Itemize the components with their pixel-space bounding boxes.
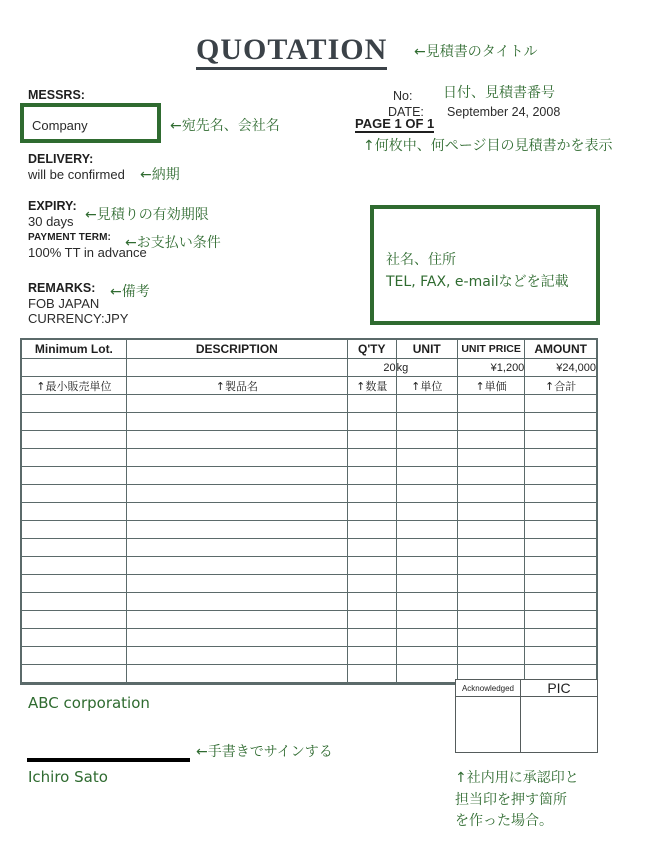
cell-minimum-lot[interactable] [21, 413, 126, 431]
cell-amount[interactable] [525, 647, 597, 665]
cell-qty[interactable] [347, 413, 396, 431]
annotation-description: ↑製品名 [126, 377, 347, 395]
remarks-annotation: ←備考 [110, 284, 150, 300]
quotation-no-label: No: [393, 89, 413, 103]
cell-amount[interactable] [525, 557, 597, 575]
table-row[interactable] [21, 539, 597, 557]
ack-annotation [455, 768, 579, 833]
cell-description[interactable] [126, 485, 347, 503]
table-row[interactable] [21, 575, 597, 593]
cell-minimum-lot[interactable] [21, 467, 126, 485]
table-row[interactable] [21, 593, 597, 611]
cell-unit[interactable] [396, 431, 457, 449]
cell-description[interactable] [126, 503, 347, 521]
table-row[interactable] [21, 521, 597, 539]
ack-annotation-line-3: を作った場合。 [455, 813, 553, 830]
company-info-line-1: 社名、住所 [386, 252, 456, 268]
cell-amount[interactable] [525, 539, 597, 557]
remarks-line-2: CURRENCY:JPY [28, 311, 129, 326]
cell-unit-price[interactable] [457, 467, 524, 485]
expiry-value: 30 days [28, 214, 74, 229]
date-value: September 24, 2008 [447, 105, 561, 119]
table-row[interactable] [21, 413, 597, 431]
cell-unit-price[interactable] [457, 557, 524, 575]
cell-qty[interactable] [347, 575, 396, 593]
cell-unit-price[interactable] [457, 575, 524, 593]
cell-description[interactable] [126, 557, 347, 575]
ack-annotation-line-1: ↑社内用に承認印と [455, 770, 579, 786]
cell-qty[interactable] [347, 647, 396, 665]
table-row[interactable] [21, 431, 597, 449]
cell-qty[interactable] [347, 629, 396, 647]
cell-description[interactable] [126, 539, 347, 557]
items-table-body[interactable] [21, 359, 597, 684]
cell-amount[interactable] [525, 431, 597, 449]
annotation-minimum-lot: ↑最小販売単位 [21, 377, 126, 395]
payment-term-label: PAYMENT TERM: [28, 232, 111, 243]
date-label: DATE: [388, 105, 424, 119]
cell-unit[interactable] [396, 539, 457, 557]
cell-unit[interactable] [396, 413, 457, 431]
cell-minimum-lot[interactable] [21, 575, 126, 593]
cell-description[interactable] [126, 413, 347, 431]
column-header-description: DESCRIPTION [126, 339, 347, 359]
column-header-unit: UNIT [396, 339, 457, 359]
cell-qty[interactable] [347, 557, 396, 575]
cell-minimum-lot[interactable] [21, 503, 126, 521]
cell-amount[interactable]: ¥24,000 [525, 359, 597, 377]
cell-unit[interactable] [396, 575, 457, 593]
cell-unit-price[interactable] [457, 647, 524, 665]
remarks-label: REMARKS: [28, 281, 96, 295]
cell-amount[interactable] [525, 503, 597, 521]
cell-unit[interactable] [396, 665, 457, 684]
company-info-line-2: TEL, FAX, e-mailなどを記載 [386, 274, 569, 291]
cell-qty[interactable] [347, 593, 396, 611]
cell-description[interactable] [126, 467, 347, 485]
cell-unit-price[interactable] [457, 593, 524, 611]
cell-qty[interactable] [347, 485, 396, 503]
cell-unit[interactable] [396, 593, 457, 611]
cell-unit-price[interactable] [457, 611, 524, 629]
cell-minimum-lot[interactable] [21, 665, 126, 684]
cell-amount[interactable] [525, 467, 597, 485]
acknowledged-stamp-cell[interactable] [456, 697, 521, 753]
expiry-annotation: ←見積りの有効期限 [85, 207, 209, 223]
column-header-unit-price: UNIT PRICE [457, 339, 524, 359]
expiry-label: EXPIRY: [28, 199, 77, 213]
cell-unit-price[interactable] [457, 485, 524, 503]
cell-minimum-lot[interactable] [21, 521, 126, 539]
cell-description[interactable] [126, 647, 347, 665]
cell-unit-price[interactable] [457, 395, 524, 413]
cell-amount[interactable] [525, 629, 597, 647]
cell-minimum-lot[interactable] [21, 485, 126, 503]
cell-qty[interactable] [347, 467, 396, 485]
annotation-unit: ↑単位 [396, 377, 457, 395]
signature-annotation: ←手書きでサインする [196, 744, 333, 760]
cell-unit-price[interactable] [457, 629, 524, 647]
no-date-annotation: 日付、見積書番号 [443, 85, 555, 101]
cell-description[interactable] [126, 395, 347, 413]
cell-qty[interactable] [347, 449, 396, 467]
page-annotation: ↑何枚中、何ページ目の見積書かを表示 [363, 138, 613, 154]
footer-company-name: ABC corporation [28, 694, 150, 712]
acknowledged-header: Acknowledged [456, 680, 521, 697]
annotation-unit-price: ↑単価 [457, 377, 524, 395]
cell-unit[interactable] [396, 449, 457, 467]
items-table[interactable] [20, 338, 598, 685]
cell-qty[interactable] [347, 503, 396, 521]
messrs-field-box[interactable] [20, 103, 161, 143]
ack-header-row [456, 680, 598, 697]
cell-amount[interactable] [525, 413, 597, 431]
cell-minimum-lot[interactable] [21, 593, 126, 611]
cell-amount[interactable] [525, 521, 597, 539]
table-row[interactable] [21, 359, 597, 377]
cell-unit-price[interactable] [457, 413, 524, 431]
cell-qty[interactable] [347, 521, 396, 539]
cell-unit-price[interactable] [457, 503, 524, 521]
cell-description[interactable] [126, 431, 347, 449]
cell-unit[interactable] [396, 485, 457, 503]
cell-qty[interactable] [347, 665, 396, 684]
cell-unit[interactable] [396, 521, 457, 539]
table-annotation-row [21, 377, 597, 395]
cell-unit[interactable] [396, 503, 457, 521]
cell-description[interactable] [126, 359, 347, 377]
table-row[interactable] [21, 503, 597, 521]
items-table-header-row [21, 339, 597, 359]
cell-minimum-lot[interactable] [21, 539, 126, 557]
payment-term-value: 100% TT in advance [28, 245, 147, 260]
cell-amount[interactable] [525, 485, 597, 503]
cell-unit[interactable] [396, 467, 457, 485]
cell-amount[interactable] [525, 449, 597, 467]
cell-description[interactable] [126, 449, 347, 467]
signature-line[interactable] [27, 758, 190, 762]
cell-description[interactable] [126, 611, 347, 629]
column-header-qty: Q'TY [347, 339, 396, 359]
table-row[interactable] [21, 449, 597, 467]
delivery-value: will be confirmed [28, 167, 125, 182]
cell-unit[interactable] [396, 557, 457, 575]
cell-minimum-lot[interactable] [21, 449, 126, 467]
cell-amount[interactable] [525, 593, 597, 611]
cell-minimum-lot[interactable] [21, 359, 126, 377]
cell-unit-price[interactable] [457, 431, 524, 449]
table-row[interactable] [21, 485, 597, 503]
payment-term-annotation: ←お支払い条件 [125, 235, 221, 251]
acknowledged-pic-table[interactable] [455, 679, 598, 753]
cell-unit[interactable] [396, 395, 457, 413]
company-info-box[interactable] [370, 205, 600, 325]
cell-qty[interactable] [347, 539, 396, 557]
cell-unit-price[interactable]: ¥1,200 [457, 359, 524, 377]
delivery-label: DELIVERY: [28, 152, 94, 166]
ack-annotation-line-2: 担当印を押す箇所 [455, 791, 567, 808]
table-row[interactable] [21, 467, 597, 485]
title-annotation: ←見積書のタイトル [414, 44, 538, 60]
messrs-label: MESSRS: [28, 88, 85, 102]
cell-unit-price[interactable] [457, 539, 524, 557]
remarks-line-1: FOB JAPAN [28, 296, 100, 311]
cell-minimum-lot[interactable] [21, 431, 126, 449]
cell-description[interactable] [126, 575, 347, 593]
cell-amount[interactable] [525, 611, 597, 629]
table-row[interactable] [21, 629, 597, 647]
table-row[interactable] [21, 557, 597, 575]
cell-minimum-lot[interactable] [21, 611, 126, 629]
table-row[interactable] [21, 647, 597, 665]
cell-description[interactable] [126, 593, 347, 611]
cell-minimum-lot[interactable] [21, 629, 126, 647]
column-header-minimum-lot: Minimum Lot. [21, 339, 126, 359]
annotation-amount: ↑合計 [525, 377, 597, 395]
cell-description[interactable] [126, 521, 347, 539]
cell-unit[interactable]: kg [396, 359, 457, 377]
cell-amount[interactable] [525, 575, 597, 593]
cell-unit[interactable] [396, 629, 457, 647]
page-title: QUOTATION [196, 34, 387, 70]
cell-minimum-lot[interactable] [21, 557, 126, 575]
messrs-value: Company [32, 118, 88, 133]
signer-name: Ichiro Sato [28, 768, 108, 786]
pic-header: PIC [521, 680, 598, 697]
pic-stamp-cell[interactable] [521, 697, 598, 753]
table-row[interactable] [21, 611, 597, 629]
table-row[interactable] [21, 395, 597, 413]
cell-description[interactable] [126, 629, 347, 647]
cell-amount[interactable] [525, 395, 597, 413]
ack-stamp-row[interactable] [456, 697, 598, 753]
cell-qty[interactable] [347, 431, 396, 449]
messrs-annotation: ←宛先名、会社名 [170, 118, 280, 134]
cell-unit-price[interactable] [457, 521, 524, 539]
cell-qty[interactable] [347, 395, 396, 413]
column-header-amount: AMOUNT [525, 339, 597, 359]
cell-minimum-lot[interactable] [21, 395, 126, 413]
cell-unit[interactable] [396, 647, 457, 665]
cell-description[interactable] [126, 665, 347, 684]
items-table-head [21, 339, 597, 359]
cell-qty[interactable]: 20 [347, 359, 396, 377]
cell-unit[interactable] [396, 611, 457, 629]
annotation-qty: ↑数量 [347, 377, 396, 395]
cell-unit-price[interactable] [457, 449, 524, 467]
page-of-label: PAGE 1 OF 1 [355, 117, 434, 133]
cell-minimum-lot[interactable] [21, 647, 126, 665]
cell-qty[interactable] [347, 611, 396, 629]
company-info-lines [386, 249, 569, 294]
delivery-annotation: ←納期 [140, 167, 180, 183]
